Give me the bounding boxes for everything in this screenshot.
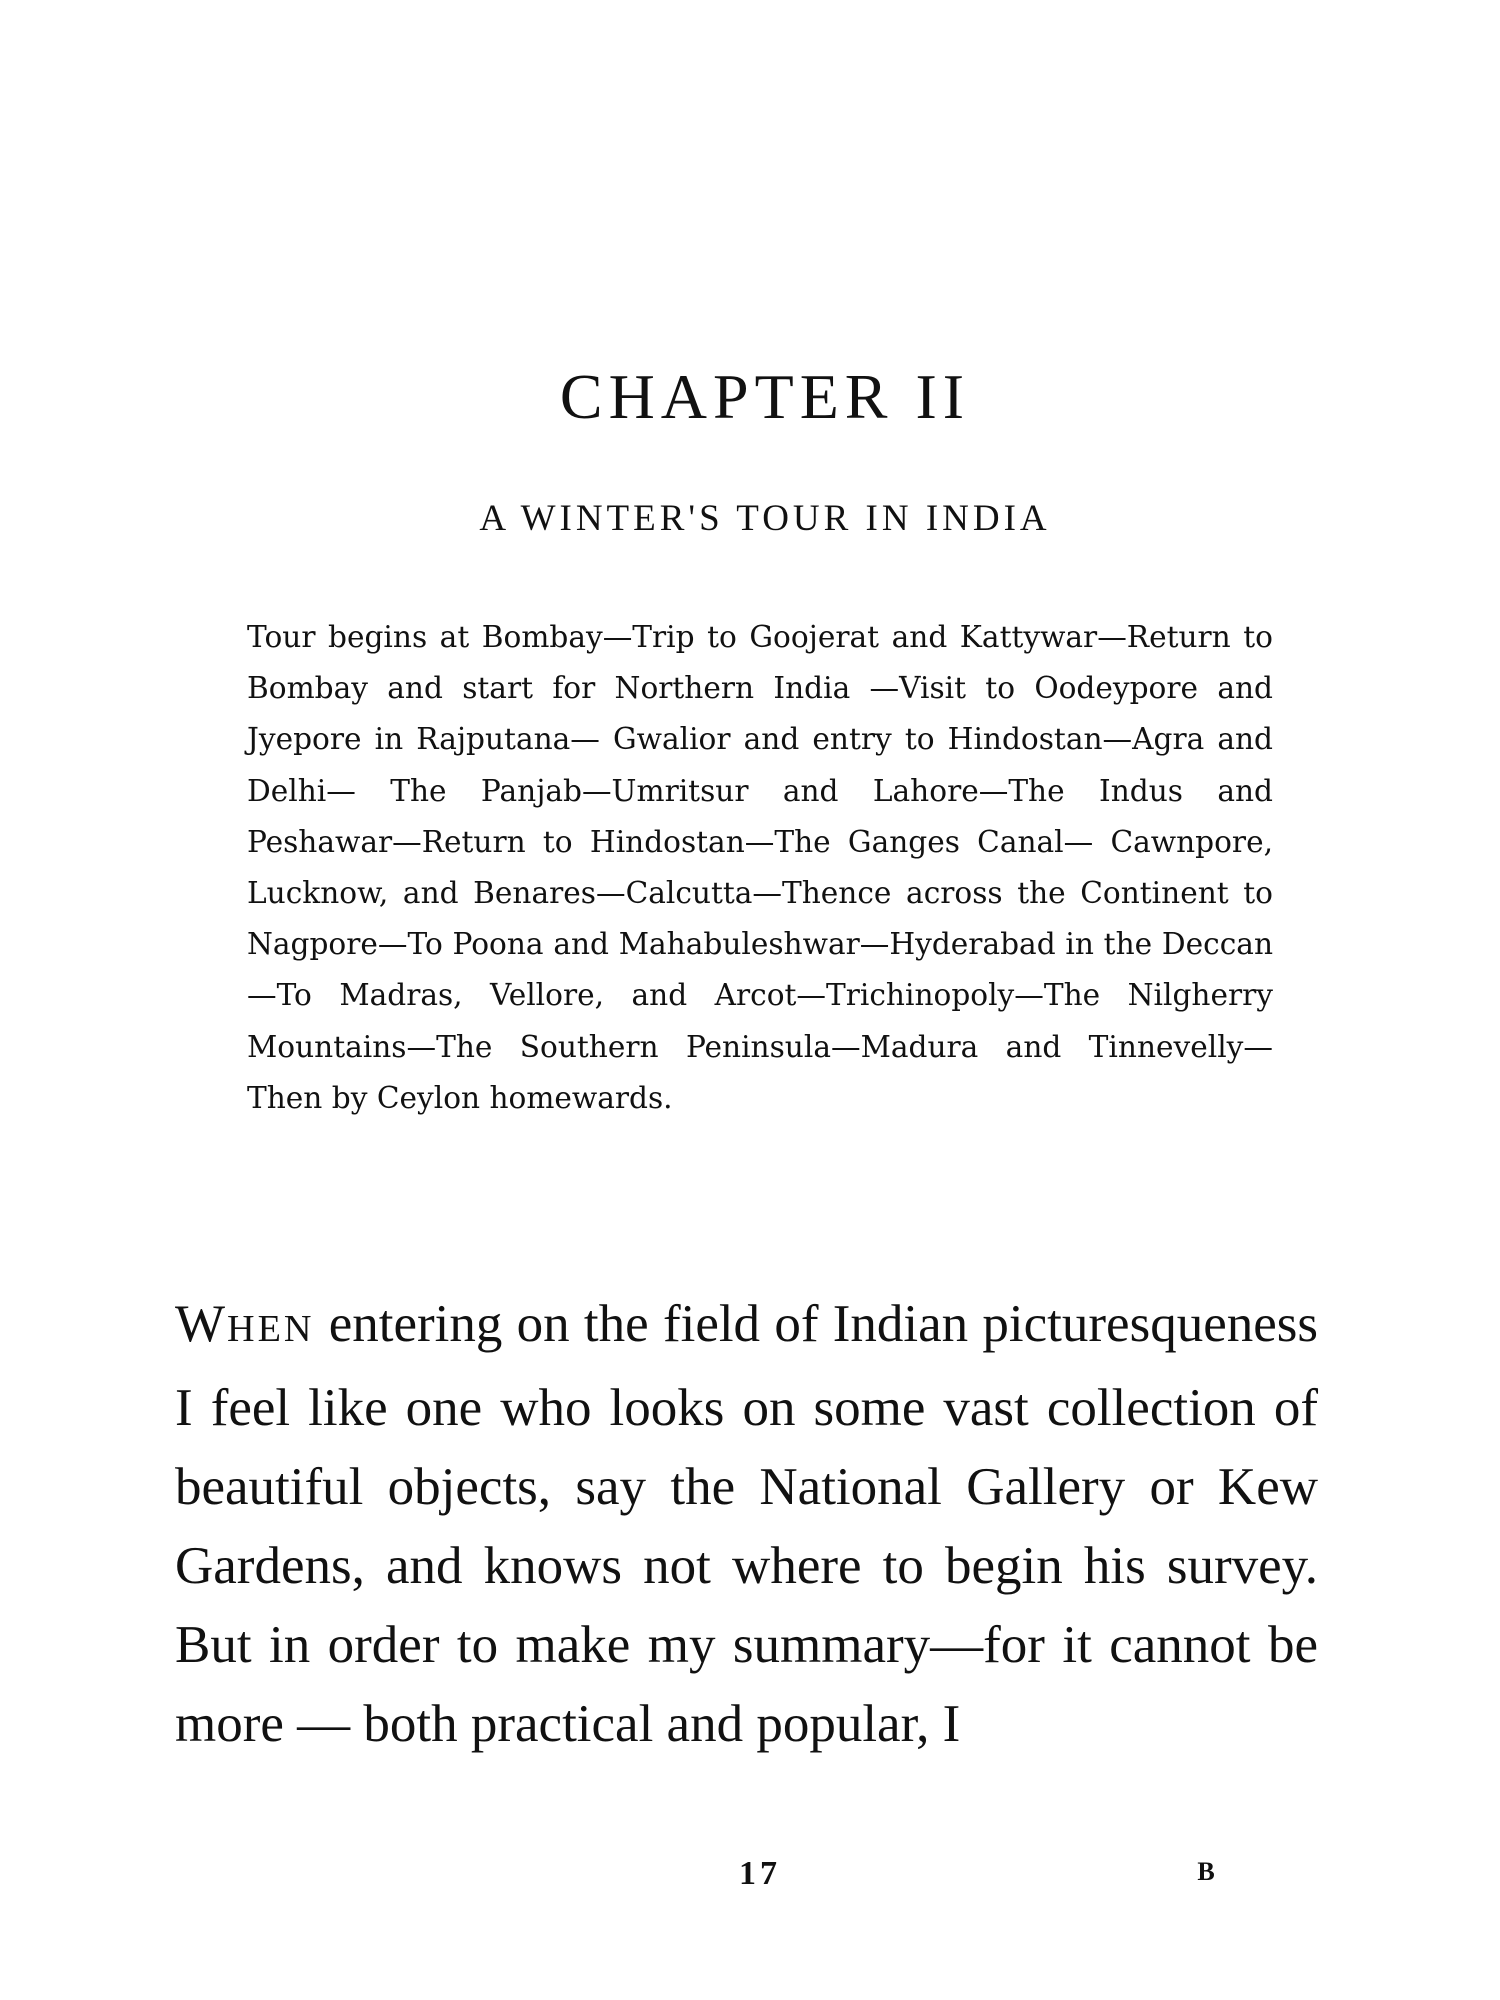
opening-word bbox=[175, 1295, 314, 1353]
chapter-heading: CHAPTER II bbox=[559, 361, 971, 432]
body-paragraph bbox=[175, 1285, 1318, 1764]
opening-small-caps: HEN bbox=[227, 1308, 315, 1350]
page-number: 17 bbox=[739, 1855, 781, 1892]
chapter-subtitle: A WINTER'S TOUR IN INDIA bbox=[479, 498, 1051, 539]
opening-first-letter: W bbox=[175, 1295, 228, 1353]
signature-mark: B bbox=[1197, 1857, 1215, 1886]
chapter-synopsis: Tour begins at Bombay—Trip to Goojerat and Kattywar—Return to Bombay and start for Northern India —Visit to Oodeypore and Jyepore in Rajputana— Gwalior and entry to Hindostan—Agra and Delhi— The Panjab—Umritsur and Lahore—The Indus and Peshawar—Return to Hindostan—The Ganges Canal— Cawnpore, Lucknow, and Benares—Calcutta—Thence across the Continent to Nagpore—To Poona and Mahabuleshwar—Hyderabad in the Deccan—To Madras, Vellore, and Arcot—Trichinopoly—The Nilgherry Mountains—The Southern Peninsula—Madura and Tinnevelly—Then by Ceylon homewards. bbox=[247, 620, 1273, 1115]
body-text: entering on the field of Indian picturesqueness I feel like one who looks on some vast collection of beautiful objects, say the National Gallery or Kew Gardens, and knows not where to begin his survey. But in order to make my summary—for it cannot be more — both practical and popular, I bbox=[175, 1295, 1318, 1753]
